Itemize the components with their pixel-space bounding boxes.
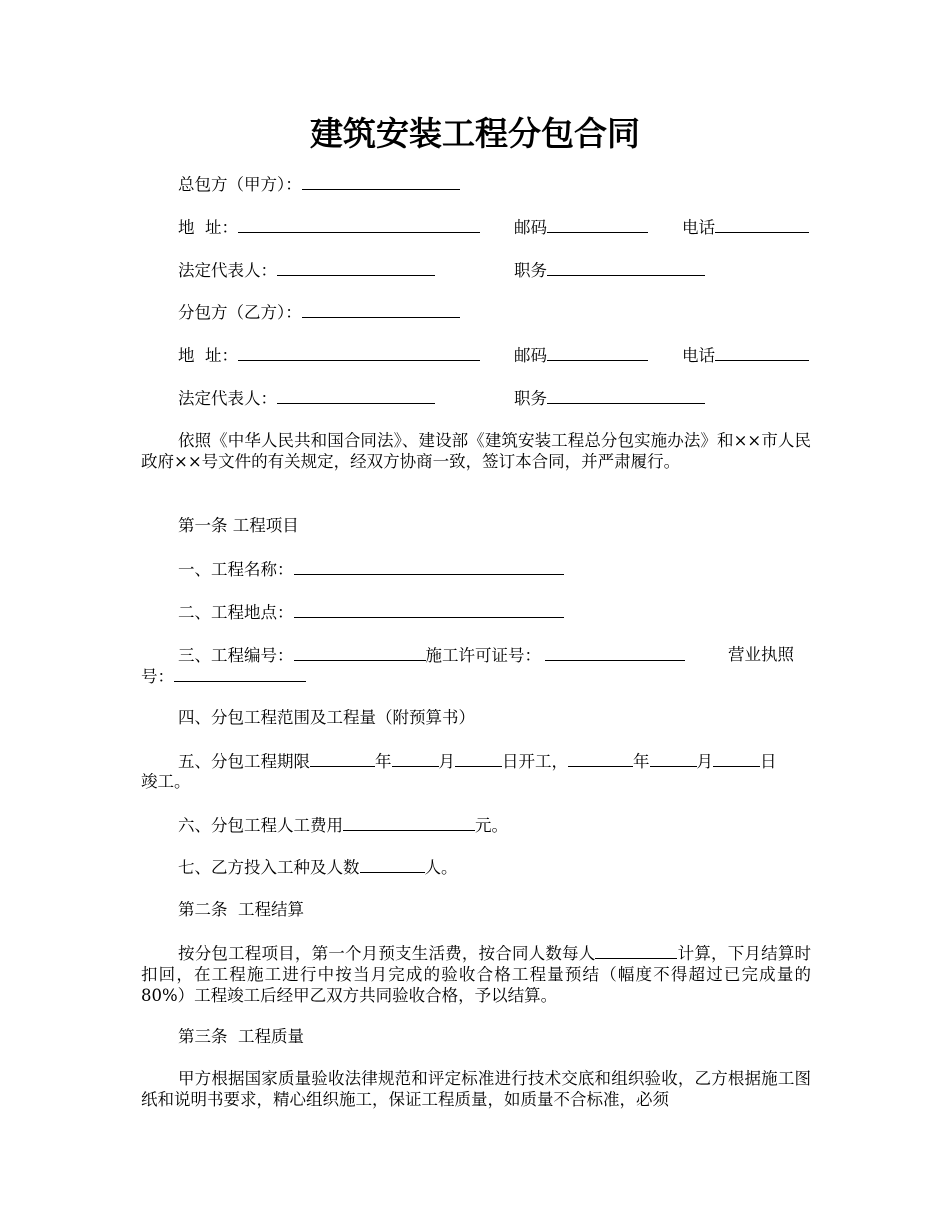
position-label: 职务	[514, 261, 547, 280]
position-label: 职务	[514, 389, 547, 408]
party-b-phone	[682, 343, 809, 367]
end-month-blank[interactable]	[650, 749, 697, 767]
party-a-line	[178, 172, 460, 196]
item-7-prefix: 七、乙方投入工种及人数	[178, 858, 360, 877]
address-label: 地 址：	[178, 346, 238, 365]
postcode-label: 邮码	[514, 218, 547, 237]
license-label-b: 号：	[141, 667, 174, 686]
project-number-blank[interactable]	[294, 643, 426, 661]
party-b-address-blank[interactable]	[238, 343, 480, 361]
year-label: 年	[633, 752, 650, 771]
intro-paragraph: 依照《中华人民共和国合同法》、建设部《建筑安装工程总分包实施办法》和××市人民政府××号文件的有关规定，经双方协商一致，签订本合同，并严肃履行。	[141, 431, 811, 471]
party-a-phone-blank[interactable]	[715, 215, 809, 233]
year-label: 年	[375, 752, 392, 771]
living-allowance-blank[interactable]	[595, 941, 677, 959]
item-5-prefix: 五、分包工程期限	[178, 752, 310, 771]
start-month-blank[interactable]	[392, 749, 439, 767]
article-1-heading: 第一条 工程项目	[178, 516, 299, 535]
party-a-blank[interactable]	[302, 172, 460, 190]
party-b-line	[178, 300, 460, 324]
party-b-label: 分包方（乙方）：	[178, 303, 302, 322]
party-b-postcode	[514, 343, 648, 367]
party-a-rep-line	[178, 258, 435, 282]
party-a-address-blank[interactable]	[238, 215, 480, 233]
party-a-postcode-blank[interactable]	[547, 215, 648, 233]
address-label: 地 址：	[178, 218, 238, 237]
license-number-blank[interactable]	[174, 664, 306, 682]
article-2-paragraph	[141, 941, 811, 1006]
start-year-blank[interactable]	[310, 749, 375, 767]
party-a-address-line	[178, 215, 480, 239]
start-day-blank[interactable]	[455, 749, 502, 767]
item-5-suffix: 竣工。	[141, 772, 191, 791]
party-a-phone	[682, 215, 809, 239]
item-2-line	[178, 600, 564, 624]
item-6-line	[178, 813, 508, 837]
party-b-position-blank[interactable]	[547, 386, 705, 404]
party-b-position	[514, 386, 705, 410]
item-7-line	[178, 855, 458, 879]
item-1-line	[178, 557, 564, 581]
permit-label: 施工许可证号：	[425, 646, 541, 665]
article-3-paragraph: 甲方根据国家质量验收法律规范和评定标准进行技术交底和组织验收，乙方根据施工图纸和说明书要求，精心组织施工，保证工程质量，如质量不合标准，必须	[141, 1069, 811, 1109]
month-label: 月	[696, 752, 713, 771]
party-b-rep-blank[interactable]	[277, 386, 435, 404]
document-title: 建筑安装工程分包合同	[310, 114, 640, 153]
end-year-blank[interactable]	[568, 749, 633, 767]
start-label: 日开工，	[502, 752, 568, 771]
project-location-blank[interactable]	[294, 600, 564, 618]
item-1-label: 一、工程名称：	[178, 560, 294, 579]
workers-count-blank[interactable]	[360, 855, 425, 873]
item-3-label: 三、工程编号：	[178, 646, 294, 665]
party-a-position-blank[interactable]	[547, 258, 705, 276]
legal-rep-label: 法定代表人：	[178, 261, 277, 280]
party-a-label: 总包方（甲方）：	[178, 175, 302, 194]
item-6-prefix: 六、分包工程人工费用	[178, 816, 343, 835]
phone-label: 电话	[682, 218, 715, 237]
article-2-heading: 第二条 工程结算	[178, 900, 304, 919]
postcode-label: 邮码	[514, 346, 547, 365]
legal-rep-label: 法定代表人：	[178, 389, 277, 408]
item-7-suffix: 人。	[424, 858, 458, 877]
article-3-heading: 第三条 工程质量	[178, 1027, 304, 1046]
party-a-postcode	[514, 215, 648, 239]
item-6-suffix: 元。	[475, 816, 508, 835]
phone-label: 电话	[682, 346, 715, 365]
party-b-postcode-blank[interactable]	[547, 343, 648, 361]
party-a-position	[514, 258, 705, 282]
end-day-blank[interactable]	[713, 749, 760, 767]
license-line	[141, 664, 306, 688]
day-label: 日	[760, 752, 777, 771]
project-name-blank[interactable]	[294, 557, 564, 575]
license-label-a: 营业执照	[728, 645, 794, 664]
article-2-text-b: 计算，下月结算时扣回，在工程施工进行中按当月完成的验收合格工程量预结（幅度不得超过已完成量的80%）工程竣工后经甲乙双方共同验收合格，予以结算。	[141, 944, 812, 1005]
party-a-rep-blank[interactable]	[277, 258, 435, 276]
party-b-address-line	[178, 343, 480, 367]
article-2-text-a: 按分包工程项目，第一个月预支生活费，按合同人数每人	[178, 944, 596, 963]
item-4: 四、分包工程范围及工程量（附预算书）	[178, 708, 475, 727]
item-5-line	[178, 749, 777, 773]
party-b-phone-blank[interactable]	[715, 343, 809, 361]
party-b-rep-line	[178, 386, 435, 410]
labor-cost-blank[interactable]	[343, 813, 475, 831]
month-label: 月	[438, 752, 455, 771]
item-2-label: 二、工程地点：	[178, 603, 294, 622]
party-b-blank[interactable]	[302, 300, 460, 318]
permit-number-blank[interactable]	[545, 643, 685, 661]
